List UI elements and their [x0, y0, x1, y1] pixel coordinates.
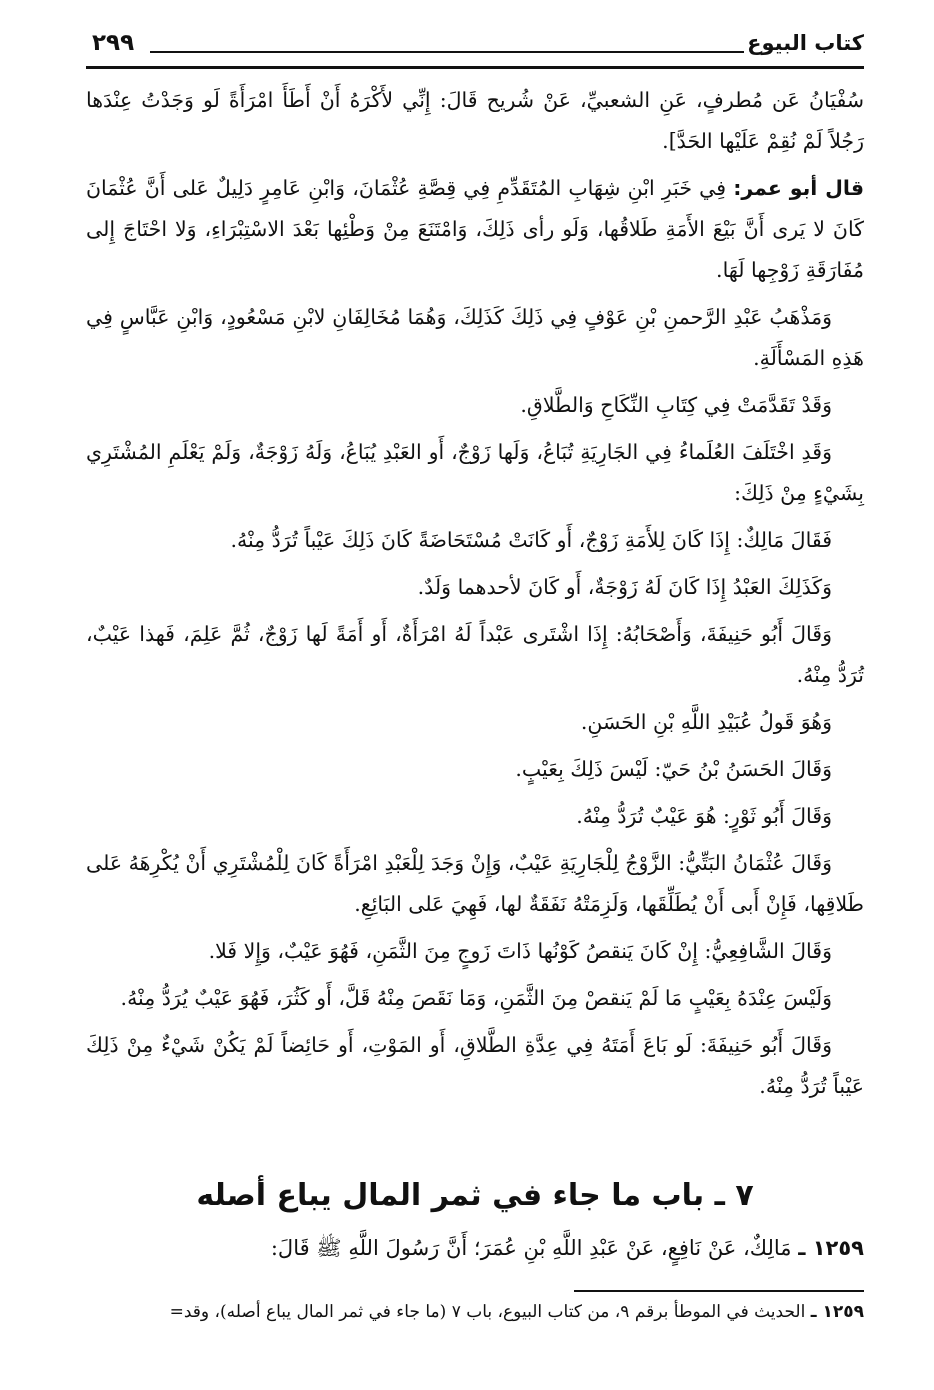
footnote-text: الحديث في الموطأ برقم ٩، من كتاب البيوع، باب ٧ (ما جاء في ثمر المال يباع أصله)، وقد= [169, 1302, 811, 1322]
footnote [78, 1298, 864, 1326]
paragraph [86, 80, 864, 162]
paragraph [86, 749, 864, 790]
paragraph [86, 796, 864, 837]
paragraph-text: وَقَالَ أَبُو حَنِيفَةَ: لَو بَاعَ أَمَتَهُ فِي عِدَّةِ الطَّلاقِ، أَو المَوْتِ، أَو حَائِضاً لَمْ يَكُنْ شَيْءٌ مِنْ ذَلِكَ عَيْباً تُرَدُّ مِنْهُ. [86, 1033, 864, 1098]
paragraph [86, 520, 864, 561]
page-number: ٢٩٩ [92, 30, 135, 56]
paragraph [86, 1025, 864, 1107]
paragraph-text: وَقَدِ اخْتَلَفَ العُلَماءُ فِي الجَارِيَةِ تُبَاعُ، وَلَها زَوْجٌ، أَو العَبْدِ يُبَاعُ، وَلَهُ زَوْجَةٌ، وَلَمْ يَعْلَمِ المُشْتَرِي بِشَيْءٍ مِنْ ذَلِكَ: [86, 440, 864, 505]
paragraph [86, 385, 864, 426]
hadith-entry [86, 1226, 864, 1270]
paragraph [86, 168, 864, 291]
paragraph-text: سُفْيَانُ عَن مُطرفٍ، عَنِ الشعبيِّ، عَنْ شُريح قَالَ: إِنِّي لأَكْرَهُ أَنْ أَطَأَ امْرَأَةً لَو وَجَدْتُ عِنْدَها رَجُلاً لَمْ نُقِمْ عَلَيْها الحَدَّ]. [86, 88, 864, 153]
paragraph-text: وَقَالَ أَبُو حَنِيفَةَ، وَأَصْحَابُهُ: إِذَا اشْتَرى عَبْداً لَهُ امْرَأَةٌ، أَو أَمَةً لَها زَوْجٌ، ثُمَّ عَلِمَ، فَهذا عَيْبٌ، تُرَدُّ مِنْهُ. [86, 622, 864, 687]
chapter-heading: ٧ ـ باب ما جاء في ثمر المال يباع أصله [196, 1178, 754, 1213]
page-header [92, 28, 864, 58]
paragraph [86, 702, 864, 743]
paragraph [86, 432, 864, 514]
paragraph [86, 297, 864, 379]
paragraph-text: وَقَالَ الحَسَنُ بْنُ حَيّ: لَيْسَ ذَلِكَ بِعَيْبٍ. [515, 757, 832, 781]
paragraph-text: وَلَيْسَ عِنْدَهُ بِعَيْبٍ مَا لَمْ يَنقصْ مِنَ الثَّمَنِ، وَمَا نَقَصَ مِنْهُ قَلَّ، أَو كَثُرَ، فَهُوَ عَيْبٌ يُرَدُّ مِنْهُ. [120, 986, 832, 1010]
paragraph-text: وَهُوَ قَولُ عُبَيْدِ اللَّهِ بْنِ الحَسَنِ. [580, 710, 832, 734]
main-text [86, 80, 864, 1113]
paragraph [86, 978, 864, 1019]
paragraph-text: وَكَذَلِكَ العَبْدُ إِذَا كَانَ لَهُ زَوْجَةٌ، أَو كَانَ لأحدهما وَلَدٌ. [417, 575, 832, 599]
paragraph-text: وَقَدْ تَقَدَّمَتْ فِي كِتَابِ النِّكَاحِ وَالطَّلاقِ. [520, 393, 832, 417]
paragraph-text: وَقَالَ أَبُو ثَوْرٍ: هُوَ عَيْبٌ تُرَدُّ مِنْهُ. [576, 804, 832, 828]
paragraph-text: فَقَالَ مَالِكٌ: إِذَا كَانَ لِلأَمَةِ زَوْجٌ، أَو كَانَتْ مُسْتَحَاضَةً كَانَ ذَلِكَ عَيْباً تُرَدُّ مِنْهُ. [230, 528, 832, 552]
hadith-number: ١٢٥٩ ـ [798, 1236, 864, 1260]
book-title: كتاب البيوع [747, 31, 864, 55]
speaker-label: قال أبو عمر: [733, 176, 864, 200]
paragraph [86, 843, 864, 925]
paragraph [86, 614, 864, 696]
footnote-rule [574, 1290, 864, 1292]
paragraph [86, 931, 864, 972]
paragraph-text: وَقَالَ الشَّافِعِيُّ: إِنْ كَانَ يَنقصُ كَوْنُها ذَاتَ زَوجٍ مِنَ الثَّمَنِ، فَهُوَ عَيْبٌ، وَإِلا فَلا. [208, 939, 832, 963]
paragraph-text: وَقَالَ عُثْمَانُ البَتِّيُّ: الزَّوْجُ لِلْجَارِيَةِ عَيْبٌ، وَإِنْ وَجَدَ لِلْعَبْدِ امْرَأَةً كَانَ لِلْمُشْتَرِي أَنْ يُكْرِهَهُ عَلى طَلاقِها، فَإِنْ أَبى أَنْ يُطَلِّقَها، وَلَزِمَتْهُ نَفَقَةٌ لها، فَهِيَ عَلى البَائِعِ. [86, 851, 864, 916]
paragraph-text: فِي خَبَرِ ابْنِ شِهَابِ المُتَقَدِّمِ فِي قِصَّةِ عُثْمَانَ، وَابْنِ عَامِرٍ دَلِيلٌ عَلى أَنَّ عُثْمَانَ كَانَ لا يَرى أَنَّ بَيْعَ الأَمَةِ طَلاقُها، وَلَو رأى ذَلِكَ، وَامْتَنَعَ مِنْ وَطْئِها بَعْدَ الاسْتِبْرَاءِ، وَلا احْتَاجَ إِلى مُفَارَقَةِ زَوْجِها لَهَا. [86, 176, 864, 282]
hadith-text: مَالِكٌ، عَنْ نَافِعٍ، عَنْ عَبْدِ اللَّهِ بْنِ عُمَرَ؛ أَنَّ رَسُولَ اللَّهِ ﷺ قَالَ: [270, 1236, 799, 1260]
footnote-number: ١٢٥٩ ـ [810, 1302, 864, 1322]
header-divider [86, 66, 864, 69]
paragraph [86, 567, 864, 608]
paragraph-text: وَمَذْهَبُ عَبْدِ الرَّحمنِ بْنِ عَوْفٍ فِي ذَلِكَ كَذَلِكَ، وَهُمَا مُخَالِفَانِ لابْنِ مَسْعُودٍ، وَابْنِ عَبَّاسٍ فِي هَذِهِ المَسْأَلَةِ. [86, 305, 864, 370]
header-rule [150, 51, 744, 53]
